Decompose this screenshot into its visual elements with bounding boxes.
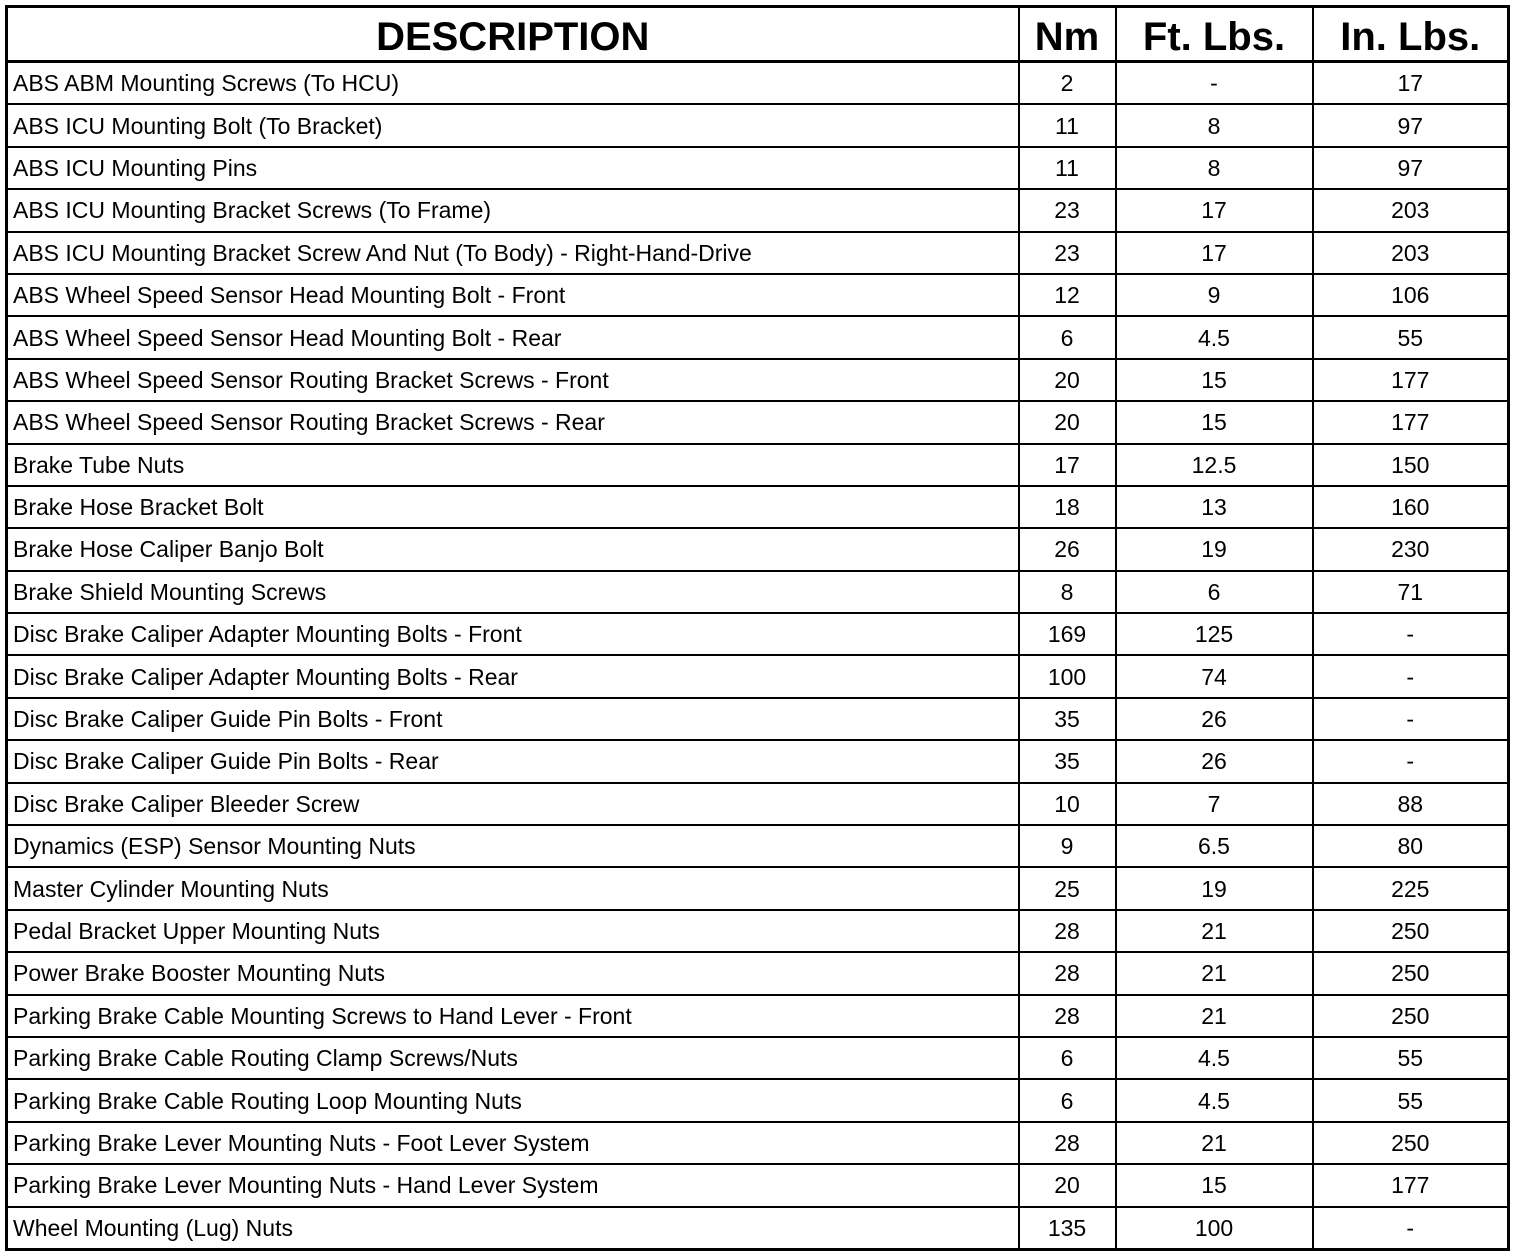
cell-description: Pedal Bracket Upper Mounting Nuts	[7, 910, 1019, 952]
cell-in-lbs: 250	[1313, 1122, 1509, 1164]
table-row	[7, 401, 1509, 443]
cell-ft-lbs: 4.5	[1116, 1037, 1313, 1079]
cell-ft-lbs: 125	[1116, 613, 1313, 655]
cell-description: ABS ICU Mounting Bolt (To Bracket)	[7, 104, 1019, 146]
cell-description: ABS Wheel Speed Sensor Head Mounting Bolt - Front	[7, 274, 1019, 316]
cell-in-lbs: 150	[1313, 444, 1509, 486]
cell-nm: 23	[1019, 189, 1116, 231]
cell-nm: 28	[1019, 910, 1116, 952]
cell-nm: 10	[1019, 783, 1116, 825]
cell-nm: 6	[1019, 1037, 1116, 1079]
cell-nm: 20	[1019, 401, 1116, 443]
table-row	[7, 995, 1509, 1037]
cell-in-lbs: 97	[1313, 147, 1509, 189]
cell-description: Parking Brake Cable Routing Loop Mounting Nuts	[7, 1079, 1019, 1121]
cell-description: Brake Tube Nuts	[7, 444, 1019, 486]
cell-ft-lbs: 7	[1116, 783, 1313, 825]
cell-in-lbs: 250	[1313, 952, 1509, 994]
cell-in-lbs: 106	[1313, 274, 1509, 316]
cell-nm: 28	[1019, 995, 1116, 1037]
table-row	[7, 571, 1509, 613]
header-ft-lbs: Ft. Lbs.	[1116, 7, 1313, 62]
cell-description: ABS ICU Mounting Bracket Screws (To Frame)	[7, 189, 1019, 231]
cell-in-lbs: 55	[1313, 316, 1509, 358]
header-in-lbs: In. Lbs.	[1313, 7, 1509, 62]
cell-nm: 6	[1019, 1079, 1116, 1121]
table-row	[7, 62, 1509, 105]
cell-in-lbs: 177	[1313, 401, 1509, 443]
table-row	[7, 740, 1509, 782]
cell-ft-lbs: 15	[1116, 401, 1313, 443]
cell-ft-lbs: 4.5	[1116, 316, 1313, 358]
table-row	[7, 698, 1509, 740]
cell-nm: 9	[1019, 825, 1116, 867]
cell-description: ABS Wheel Speed Sensor Routing Bracket Screws - Front	[7, 359, 1019, 401]
header-nm: Nm	[1019, 7, 1116, 62]
table-row	[7, 486, 1509, 528]
cell-nm: 6	[1019, 316, 1116, 358]
cell-ft-lbs: 19	[1116, 867, 1313, 909]
cell-nm: 8	[1019, 571, 1116, 613]
cell-ft-lbs: 8	[1116, 104, 1313, 146]
cell-in-lbs: 160	[1313, 486, 1509, 528]
cell-description: ABS ICU Mounting Bracket Screw And Nut (To Body) - Right-Hand-Drive	[7, 232, 1019, 274]
cell-in-lbs: 250	[1313, 910, 1509, 952]
cell-description: Master Cylinder Mounting Nuts	[7, 867, 1019, 909]
table-row	[7, 613, 1509, 655]
cell-description: Brake Hose Bracket Bolt	[7, 486, 1019, 528]
cell-nm: 100	[1019, 655, 1116, 697]
cell-in-lbs: -	[1406, 1214, 1415, 1241]
cell-in-lbs: -	[1313, 613, 1509, 655]
table-row	[7, 104, 1509, 146]
cell-nm: 12	[1019, 274, 1116, 316]
cell-description: Disc Brake Caliper Adapter Mounting Bolts - Front	[7, 613, 1019, 655]
table-row	[7, 952, 1509, 994]
cell-description: Parking Brake Cable Routing Clamp Screws/Nuts	[7, 1037, 1019, 1079]
table-row	[7, 147, 1509, 189]
cell-ft-lbs: 6	[1116, 571, 1313, 613]
cell-ft-lbs: 13	[1116, 486, 1313, 528]
cell-nm: 35	[1019, 698, 1116, 740]
cell-description: ABS Wheel Speed Sensor Routing Bracket Screws - Rear	[7, 401, 1019, 443]
cell-nm: 28	[1019, 952, 1116, 994]
cell-in-lbs: 230	[1313, 528, 1509, 570]
cell-description: Parking Brake Lever Mounting Nuts - Foot Lever System	[7, 1122, 1019, 1164]
table-row	[7, 783, 1509, 825]
cell-nm: 35	[1019, 740, 1116, 782]
cell-nm: 20	[1019, 359, 1116, 401]
cell-ft-lbs: 17	[1116, 189, 1313, 231]
table-row	[7, 655, 1509, 697]
cell-ft-lbs: 4.5	[1116, 1079, 1313, 1121]
table-body	[7, 62, 1509, 1250]
cell-description: Disc Brake Caliper Guide Pin Bolts - Rear	[7, 740, 1019, 782]
cell-nm: 28	[1019, 1122, 1116, 1164]
cell-in-lbs: 177	[1313, 1164, 1509, 1206]
cell-ft-lbs: -	[1116, 62, 1313, 105]
cell-in-lbs: 203	[1313, 189, 1509, 231]
cell-nm: 169	[1019, 613, 1116, 655]
table-row	[7, 910, 1509, 952]
cell-in-lbs: 17	[1313, 62, 1509, 105]
table-row	[7, 444, 1509, 486]
table-row	[7, 316, 1509, 358]
cell-nm: 20	[1019, 1164, 1116, 1206]
cell-description: Disc Brake Caliper Adapter Mounting Bolts - Rear	[7, 655, 1019, 697]
cell-in-lbs: 80	[1313, 825, 1509, 867]
cell-description: ABS ABM Mounting Screws (To HCU)	[7, 62, 1019, 105]
cell-description: Wheel Mounting (Lug) Nuts	[7, 1207, 1019, 1250]
cell-nm: 23	[1019, 232, 1116, 274]
cell-description: Parking Brake Cable Mounting Screws to Hand Lever - Front	[7, 995, 1019, 1037]
cell-description: Parking Brake Lever Mounting Nuts - Hand Lever System	[7, 1164, 1019, 1206]
table-row	[7, 1037, 1509, 1079]
cell-in-lbs: 55	[1313, 1079, 1509, 1121]
table-row	[7, 1122, 1509, 1164]
table-header	[7, 7, 1509, 62]
cell-in-lbs: 97	[1313, 104, 1509, 146]
cell-in-lbs: 71	[1313, 571, 1509, 613]
cell-description: Dynamics (ESP) Sensor Mounting Nuts	[7, 825, 1019, 867]
table-row	[7, 189, 1509, 231]
table-row	[7, 274, 1509, 316]
table-row	[7, 1079, 1509, 1121]
cell-ft-lbs: 9	[1116, 274, 1313, 316]
cell-ft-lbs: 15	[1116, 359, 1313, 401]
cell-nm: 26	[1019, 528, 1116, 570]
torque-spec-table	[5, 5, 1510, 1251]
cell-ft-lbs: 21	[1116, 910, 1313, 952]
cell-ft-lbs: 21	[1116, 952, 1313, 994]
table-row	[7, 1164, 1509, 1206]
cell-ft-lbs: 8	[1116, 147, 1313, 189]
cell-in-lbs: 177	[1313, 359, 1509, 401]
cell-ft-lbs: 21	[1116, 1122, 1313, 1164]
cell-nm: 135	[1019, 1207, 1116, 1250]
cell-ft-lbs: 26	[1116, 698, 1313, 740]
cell-in-lbs: -	[1313, 740, 1509, 782]
cell-nm: 17	[1019, 444, 1116, 486]
cell-in-lbs: 250	[1313, 995, 1509, 1037]
cell-description: Disc Brake Caliper Bleeder Screw	[7, 783, 1019, 825]
cell-in-lbs: -	[1313, 698, 1509, 740]
cell-ft-lbs: 6.5	[1116, 825, 1313, 867]
table-row	[7, 528, 1509, 570]
table-row	[7, 867, 1509, 909]
cell-ft-lbs: 17	[1116, 232, 1313, 274]
cell-description: Brake Shield Mounting Screws	[7, 571, 1019, 613]
cell-description: ABS Wheel Speed Sensor Head Mounting Bolt - Rear	[7, 316, 1019, 358]
cell-description: Power Brake Booster Mounting Nuts	[7, 952, 1019, 994]
cell-nm: 18	[1019, 486, 1116, 528]
cell-ft-lbs: 19	[1116, 528, 1313, 570]
cell-nm: 11	[1019, 147, 1116, 189]
cell-in-lbs: 203	[1313, 232, 1509, 274]
cell-ft-lbs: 100	[1116, 1207, 1313, 1250]
cell-in-lbs: 225	[1313, 867, 1509, 909]
cell-ft-lbs: 21	[1116, 995, 1313, 1037]
cell-description: Brake Hose Caliper Banjo Bolt	[7, 528, 1019, 570]
header-row	[7, 7, 1509, 62]
cell-ft-lbs: 12.5	[1116, 444, 1313, 486]
cell-in-lbs: -	[1313, 655, 1509, 697]
cell-nm: 2	[1019, 62, 1116, 105]
cell-ft-lbs: 74	[1116, 655, 1313, 697]
cell-nm: 11	[1019, 104, 1116, 146]
cell-in-lbs: 55	[1313, 1037, 1509, 1079]
cell-description: Disc Brake Caliper Guide Pin Bolts - Front	[7, 698, 1019, 740]
table-row	[7, 359, 1509, 401]
cell-ft-lbs: 26	[1116, 740, 1313, 782]
table-row	[7, 825, 1509, 867]
cell-nm: 25	[1019, 867, 1116, 909]
header-description: DESCRIPTION	[7, 7, 1019, 62]
table-row	[7, 232, 1509, 274]
cell-ft-lbs: 15	[1116, 1164, 1313, 1206]
table-row	[7, 1207, 1509, 1250]
cell-description: ABS ICU Mounting Pins	[7, 147, 1019, 189]
cell-in-lbs: 88	[1313, 783, 1509, 825]
